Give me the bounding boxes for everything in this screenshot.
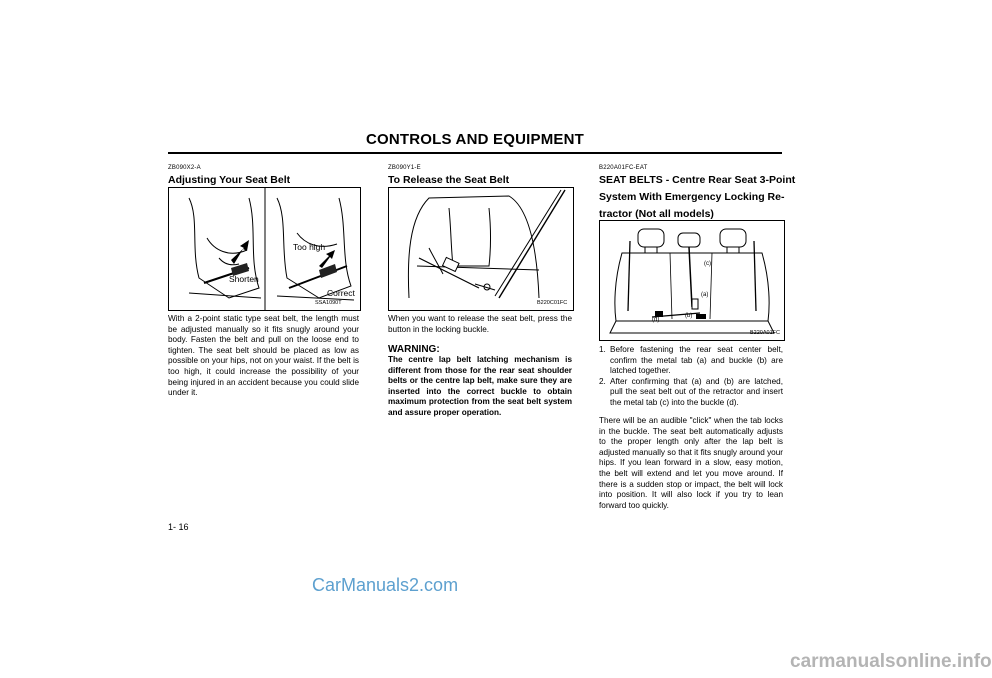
section-heading	[599, 172, 796, 223]
list-item-number: 2.	[599, 376, 606, 386]
warning-body: The centre lap belt latching mechanism is different from those for the rear seat shoulder belts or the centre lap belt, make sure they are inserted into the correct buckle to obtain maximum protection from the seat belt system and assure proper operation.	[388, 355, 572, 417]
warning-title: WARNING:	[388, 344, 440, 355]
heading-line: SEAT BELTS - Centre Rear Seat 3-Point	[599, 174, 796, 186]
list-item	[599, 345, 783, 377]
shorten-label: Shorten	[229, 274, 259, 284]
instruction-list	[599, 345, 783, 409]
figure-code: SSA1090T	[315, 300, 342, 306]
list-item-text: Before fastening the rear seat center belt, confirm the metal tab (a) and buckle (b) are latched together.	[610, 345, 783, 376]
too-high-label: Too high	[293, 242, 326, 252]
section-heading: To Release the Seat Belt	[388, 174, 510, 186]
section-body: There will be an audible "click" when the tab locks in the buckle. The seat belt automatically adjusts to the proper length only after the lap belt is adjusted manually so that it fits snugly around your hips. If you lean forward in a slow, easy motion, the belt will extend and let you move around. If there is a sudden stop or impact, the belt will lock into position. It will also lock if you try to lean forward too quickly.	[599, 416, 783, 510]
section-code: ZB090X2-A	[168, 165, 201, 171]
figure-code: B220A01FC	[750, 330, 780, 336]
watermark-link-left[interactable]: CarManuals2.com	[312, 575, 459, 595]
label-c: (c)	[704, 261, 711, 267]
page-header-title: CONTROLS AND EQUIPMENT	[365, 131, 584, 148]
heading-line: System With Emergency Locking Re-	[599, 191, 785, 203]
seat-belt-release-figure	[388, 187, 574, 311]
correct-label: Correct	[327, 288, 355, 298]
list-item	[599, 377, 783, 409]
centre-seat-belt-figure	[599, 220, 785, 341]
figure-code: B220C01FC	[537, 300, 568, 306]
centre-seat-belt-illustration	[600, 221, 784, 340]
label-b: (b)	[685, 313, 693, 319]
watermark-link-right[interactable]: carmanualsonline.info	[790, 651, 992, 672]
section-body: When you want to release the seat belt, press the button in the locking buckle.	[388, 314, 572, 334]
page-number: 1- 16	[168, 522, 189, 532]
header-rule	[168, 152, 782, 154]
section-code: B220A01FC-EAT	[599, 165, 648, 171]
list-item-text: After confirming that (a) and (b) are latched, pull the seat belt out of the retractor and insert the metal tab (c) into the buckle (d).	[610, 376, 783, 407]
section-heading: Adjusting Your Seat Belt	[168, 174, 291, 186]
list-item-number: 1.	[599, 345, 606, 354]
section-code: ZB090Y1-E	[388, 165, 421, 171]
heading-line: tractor (Not all models)	[599, 208, 714, 220]
seat-belt-release-illustration	[389, 188, 573, 310]
label-a: (a)	[701, 292, 709, 298]
seat-belt-adjust-figure	[168, 187, 361, 311]
section-body: With a 2-point static type seat belt, the length must be adjusted manually so it fits snugly around your body. Fasten the belt and pull on the loose end to tighten. The seat belt should be placed as low as possible on your hips, not on your waist. If the belt is too high, it could increase the possibility of your being injured in an accident because you could slide under it.	[168, 314, 359, 398]
label-d: (d)	[652, 317, 660, 323]
